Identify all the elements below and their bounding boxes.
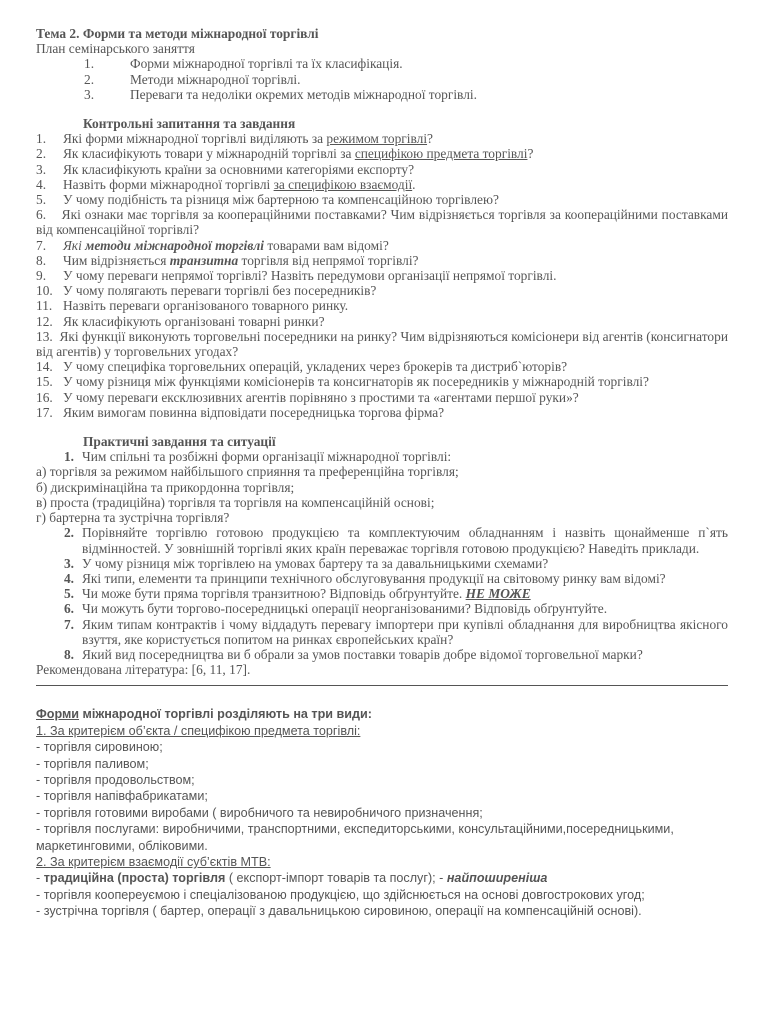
plan-item-text: Методи міжнародної торгівлі. (130, 71, 301, 87)
criterion-item: - торгівля готовими виробами ( виробничого та невиробничого призначення; (36, 805, 483, 820)
practical-item-text: Яким типам контрактів і чому віддадуть перевагу імпортери при купівлі обладнання для виробництва якісного взуття, яке користується попитом на ринках європейських країн? (82, 616, 728, 647)
question-text-part: Назвіть форми міжнародної торгівлі (63, 176, 274, 192)
practical-item-number: 3. (63, 555, 75, 571)
question-underlined-term: режимом торгівлі (326, 131, 428, 147)
practical-item-number: 2. (63, 525, 75, 541)
question-text: Яким вимогам повинна відповідати посередницька торгова фірма? (63, 404, 445, 420)
practical-item-number: 1. (63, 449, 75, 465)
plan-item-text: Форми міжнародної торгівлі та їх класифікація. (130, 56, 403, 72)
question-emphasis: транзитна (169, 252, 239, 268)
practical-item-text: Які типи, елементи та принципи технічного обслуговування продукції на світовому ринку вам відомі? (82, 570, 666, 586)
criterion-item: - торгівля продовольством; (36, 772, 195, 787)
question-text: У чому подібність та різниця між бартерною та компенсаційною торгівлею? (63, 192, 499, 208)
question-number: 16. (36, 389, 53, 405)
practical-item (36, 449, 728, 464)
practical-item-text: Який вид посередництва ви б обрали за умов поставки товарів добре відомої торговельної марки? (82, 646, 643, 662)
question-number: 9. (36, 268, 47, 284)
question-number: 17. (36, 404, 53, 420)
question-number: 6. (36, 207, 47, 223)
question-text (63, 146, 533, 161)
practical-item (36, 556, 728, 571)
recommended-literature: Рекомендована література: [6, 11, 17]. (36, 662, 251, 678)
question-text: У чому переваги непрямої торгівлі? Назвіть передумови організації непрямої торгівлі. (63, 268, 557, 284)
practical-item (36, 586, 728, 601)
question-text (63, 253, 419, 268)
practical-item (36, 601, 728, 616)
plan-item-number: 1. (84, 56, 95, 72)
practical-item-text: У чому різниця між торгівлею на умовах бартеру та за давальницькими схемами? (82, 555, 549, 571)
question-number: 14. (36, 359, 53, 375)
question-number: 11. (36, 298, 53, 314)
question-text-part: Як класифікують товари у міжнародній торгівлі за (63, 146, 355, 162)
question-item (36, 268, 728, 283)
practical-item (36, 571, 728, 586)
question-underlined-term: за специфікою взаємодії (273, 176, 413, 192)
question-item (36, 359, 728, 374)
practical-item-number: 7. (63, 616, 75, 632)
question-text: У чому специфіка торговельних операцій, укладених через брокерів та дистриб`юторів? (63, 359, 568, 375)
notes-heading-underlined: Форми (36, 707, 80, 722)
practical-item-number: 5. (63, 586, 75, 602)
question-item (36, 374, 728, 389)
notes-heading-text: міжнародної торгівлі розділяють на три види: (79, 707, 372, 722)
criterion-item: - торгівля напівфабрикатами; (36, 789, 208, 804)
criterion-item: - торгівля коопереуємою і спеціалізованою продукцією, що здійснюється на основі довгострокових угод; (36, 887, 645, 902)
practical-item (36, 647, 728, 662)
question-item-wrapped (36, 329, 728, 359)
question-text-part: ? (427, 131, 433, 147)
practical-subitem: а) торгівля за режимом найбільшого сприяння та преференційна торгівля; (36, 464, 459, 480)
lecture-notes-section (36, 706, 728, 919)
question-text-part: торгівля від непрямої торгівлі? (238, 252, 419, 268)
practical-tasks-heading: Практичні завдання та ситуації (83, 434, 276, 450)
plan-heading: План семінарського заняття (36, 41, 195, 57)
question-item (36, 131, 728, 146)
practical-item (36, 525, 728, 555)
question-text: Як класифікують організовані товарні ринки? (63, 313, 325, 329)
plan-item-text: Переваги та недоліки окремих методів міжнародної торгівлі. (130, 86, 477, 102)
question-item (36, 405, 728, 420)
criterion-heading: 2. За критерієм взаємодії суб’єктів МТВ: (36, 854, 271, 869)
practical-item-text: Чи можуть бути торгово-посередницькі операції неорганізованими? Відповідь обґрунтуйте. (82, 601, 608, 617)
question-number: 15. (36, 374, 53, 390)
practical-item-text-part: Чи може бути пряма торгівля транзитною? Відповідь обґрунтуйте. (82, 586, 466, 602)
question-item (36, 298, 728, 313)
criterion-item-dash: - (36, 871, 44, 886)
question-text: Як класифікують країни за основними категоріями експорту? (63, 161, 415, 177)
question-item (36, 162, 728, 177)
control-questions-heading: Контрольні запитання та завдання (83, 116, 296, 132)
question-text: У чому переваги ексклюзивних агентів порівняно з простими та «агентами першої руки»? (63, 389, 579, 405)
question-number: 4. (36, 176, 47, 192)
question-number: 1. (36, 131, 47, 147)
practical-subitem: в) проста (традиційна) торгівля та торгівля на компенсаційній основі; (36, 494, 435, 510)
question-text: Які функції виконують торговельні посередники на ринку? Чим відрізняються комісіонери від агентів (консигнатори від агентів) у торговельних угодах? (36, 328, 728, 360)
question-text-part: товарами вам відомі? (263, 237, 389, 253)
criterion-item-bold: традиційна (проста) торгівля (43, 871, 226, 886)
question-item (36, 192, 728, 207)
criterion-heading: 1. За критерієм об’єкта / специфікою предмета торгівлі: (36, 723, 361, 738)
seminar-plan-section (36, 26, 728, 686)
question-text (63, 238, 389, 253)
spacer (36, 420, 728, 434)
plan-item (36, 72, 728, 87)
question-item (36, 390, 728, 405)
topic-title: Тема 2. Форми та методи міжнародної торгівлі (36, 26, 319, 41)
practical-item (36, 617, 728, 647)
practical-subitem: г) бартерна та зустрічна торгівля? (36, 510, 230, 526)
question-emphasis: методи міжнародної торгівлі (85, 237, 264, 253)
criterion-item (36, 870, 728, 886)
practical-item-number: 6. (63, 601, 75, 617)
criterion-item: - торгівля сировиною; (36, 740, 163, 755)
question-number: 13. (36, 328, 53, 344)
question-number: 3. (36, 161, 47, 177)
criterion-item-emphasis: найпоширеніша (446, 871, 548, 886)
criterion-item: - торгівля паливом; (36, 756, 149, 771)
question-number: 7. (36, 237, 47, 253)
question-text (63, 177, 416, 192)
plan-item (36, 56, 728, 71)
spacer (36, 102, 728, 116)
plan-item-number: 3. (84, 86, 95, 102)
question-item (36, 253, 728, 268)
horizontal-divider (36, 685, 728, 686)
question-item (36, 146, 728, 161)
question-item (36, 177, 728, 192)
practical-item-text: Чим спільні та розбіжні форми організації міжнародної торгівлі: (82, 449, 452, 465)
question-text: У чому різниця між функціями комісіонерів та консигнаторів як посередників у міжнародній торгівлі? (63, 374, 649, 390)
question-text: Назвіть переваги організованого товарного ринку. (63, 298, 349, 314)
question-text-part: Які (63, 237, 86, 253)
question-number: 5. (36, 192, 47, 208)
practical-item-number: 8. (63, 646, 75, 662)
question-item-wrapped (36, 207, 728, 237)
question-text: Які ознаки має торгівля за коопераційними поставками? Чим відрізняється торгівля за коопераційними поставками від компенсаційної торгівлі? (36, 207, 728, 238)
question-text-part: Чим відрізняється (63, 252, 170, 268)
question-number: 8. (36, 252, 47, 268)
question-number: 10. (36, 283, 53, 299)
question-text: У чому полягають переваги торгівлі без посередників? (63, 283, 377, 299)
question-text-part: Які форми міжнародної торгівлі виділяють за (63, 131, 327, 147)
criterion-item: - торгівля послугами: виробничими, транспортними, експедиторськими, консультаційними,посередницькими, маркетинговими, обліковими. (36, 822, 674, 853)
practical-subitem: б) дискримінаційна та прикордонна торгівля; (36, 479, 295, 495)
notes-heading (36, 706, 728, 722)
question-item (36, 238, 728, 253)
criterion-item-text: ( експорт-імпорт товарів та послуг); - (225, 871, 447, 886)
answer-emphasis: НЕ МОЖЕ (465, 586, 531, 602)
question-item (36, 283, 728, 298)
practical-item-number: 4. (63, 570, 75, 586)
question-text-part: ? (527, 146, 534, 162)
practical-item-text (82, 586, 531, 601)
criterion-item: - зустрічна торгівля ( бартер, операції з давальницькою сировиною, операції на компенсаційній основі). (36, 904, 642, 919)
question-number: 2. (36, 146, 47, 162)
question-text-part: . (412, 176, 416, 192)
practical-item-text: Порівняйте торгівлю готовою продукцією та комплектуючим обладнанням і назвіть щонайменше п`ять відмінностей. У зовнішній торгівлі яких країн переважає торгівля готовою продукцією? Наведіть приклади. (82, 525, 728, 556)
question-item (36, 314, 728, 329)
plan-item (36, 87, 728, 102)
question-text (63, 131, 433, 146)
plan-item-number: 2. (84, 71, 95, 87)
question-number: 12. (36, 313, 53, 329)
question-underlined-term: специфікою предмета торгівлі (354, 146, 528, 162)
